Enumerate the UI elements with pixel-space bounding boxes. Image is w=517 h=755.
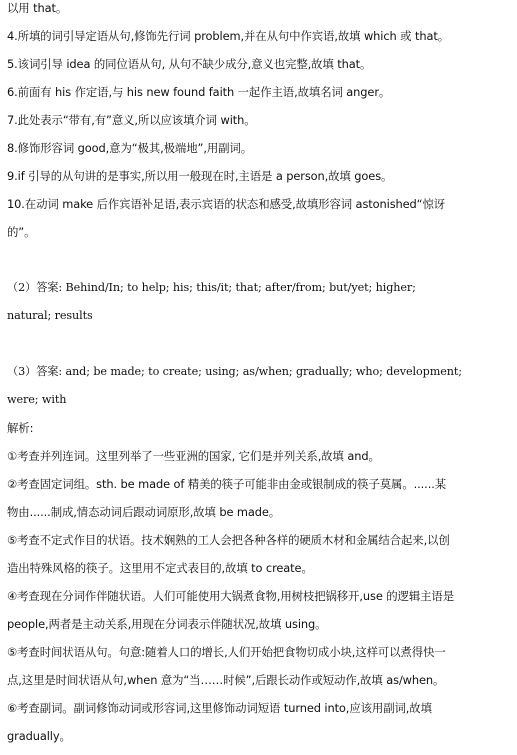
text-line: 的”。 bbox=[7, 225, 36, 239]
answer-2-line: natural; results bbox=[7, 309, 93, 322]
text-line: 4.所填的词引导定语从句,修饰先行词 problem,并在从句中作宾语,故填 which 或 that。 bbox=[7, 29, 450, 43]
text-line: 点,这里是时间状语从句,when 意为“当……时候”,后跟长动作或短动作,故填 as/when。 bbox=[7, 673, 445, 687]
text-line: ①考查并列连词。这里列举了一些亚洲的国家, 它们是并列关系,故填 and。 bbox=[7, 449, 380, 463]
text-line: ④考查现在分词作伴随状语。人们可能使用大锅煮食物,用树枝把锅移开,use 的逻辑主语是 bbox=[7, 589, 455, 603]
answer-2-line: （2）答案: Behind/In; to help; his; this/it; that; after/from; but/yet; higher; bbox=[7, 281, 416, 294]
text-line: gradually。 bbox=[7, 729, 71, 743]
text-line: 7.此处表示“带有,有”意义,所以应该填介词 with。 bbox=[7, 113, 256, 127]
text-line: 造出特殊风格的筷子。这里用不定式表目的,故填 to create。 bbox=[7, 561, 313, 575]
text-line: people,两者是主动关系,用现在分词表示伴随状况,故填 using。 bbox=[7, 617, 327, 631]
answer-3-line: （3）答案: and; be made; to create; using; as/when; gradually; who; development; bbox=[7, 365, 462, 378]
text-line: ⑤考查不定式作目的状语。技术娴熟的工人会把各种各样的硬质木材和金属结合起来,以创 bbox=[7, 533, 450, 547]
text-line: 6.前面有 his 作定语,与 his new found faith 一起作主语,故填名词 anger。 bbox=[7, 85, 391, 99]
text-line: 8.修饰形容词 good,意为“极其,极端地”,用副词。 bbox=[7, 141, 253, 155]
text-line: 10.在动词 make 后作宾语补足语,表示宾语的状态和感受,故填形容词 astonished“惊讶 bbox=[7, 197, 446, 211]
text-line: ⑥考查副词。副词修饰动词或形容词,这里修饰动词短语 turned into,应该用副词,故填 bbox=[7, 701, 432, 715]
text-line: 以用 that。 bbox=[7, 1, 68, 15]
text-line: ⑤考查时间状语从句。句意:随着人口的增长,人们开始把食物切成小块,这样可以煮得快一 bbox=[7, 645, 446, 659]
text-line: 5.该词引导 idea 的同位语从句, 从句不缺少成分,意义也完整,故填 that。 bbox=[7, 57, 372, 71]
text-line: 物由......制成,情态动词后跟动词原形,故填 be made。 bbox=[7, 505, 281, 519]
answer-3-line: were; with bbox=[7, 393, 67, 406]
analysis-heading: 解析: bbox=[7, 421, 34, 435]
text-line: ②考查固定词组。sth. be made of 精美的筷子可能非由金或银制成的筷子莫属。......某 bbox=[7, 477, 447, 491]
text-line: 9.if 引导的从句讲的是事实,所以用一般现在时,主语是 a person,故填 goes。 bbox=[7, 169, 393, 183]
